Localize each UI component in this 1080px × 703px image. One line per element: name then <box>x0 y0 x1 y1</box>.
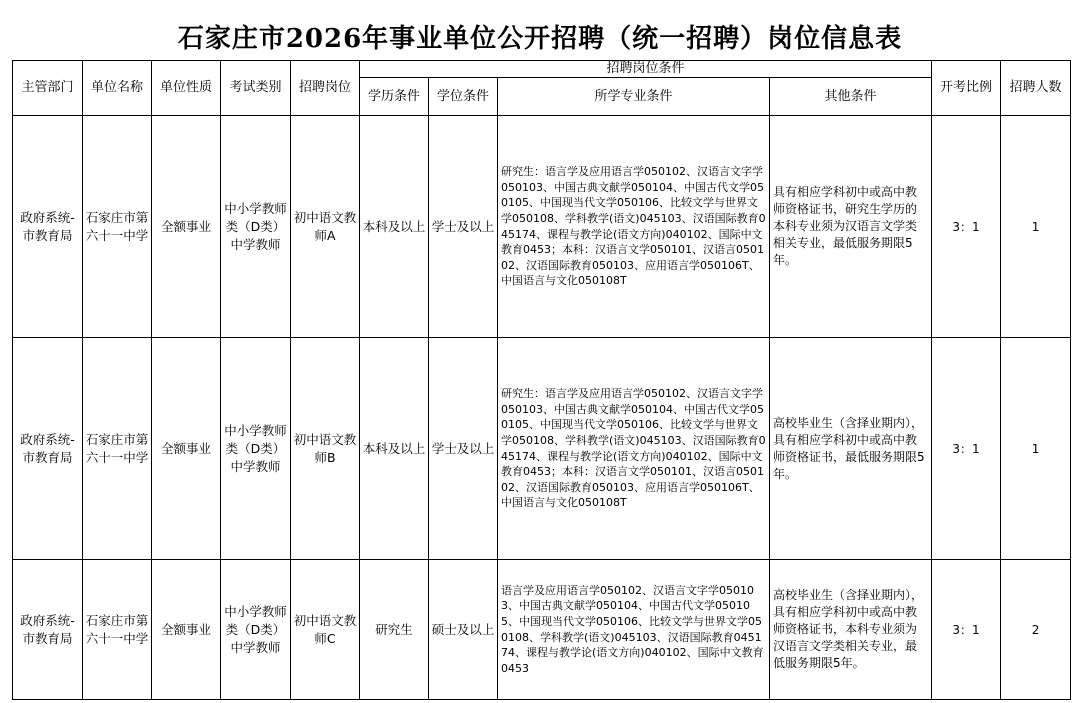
header-education: 学历条件 <box>360 78 429 116</box>
header-nature: 单位性质 <box>152 61 221 116</box>
cell-dept: 政府系统-市教育局 <box>13 116 83 338</box>
cell-dept: 政府系统-市教育局 <box>13 338 83 560</box>
header-exam-type: 考试类别 <box>221 61 291 116</box>
table-row <box>13 116 1071 338</box>
cell-other: 具有相应学科初中或高中教师资格证书，研究生学历的本科专业须为汉语言文学类相关专业，最低服务期限5年。 <box>770 116 932 338</box>
cell-ratio: 3：1 <box>932 338 1001 560</box>
cell-position: 初中语文教师C <box>291 560 360 700</box>
cell-other: 高校毕业生（含择业期内），具有相应学科初中或高中教师资格证书，本科专业须为汉语言文学类相关专业，最低服务期限5年。 <box>770 560 932 700</box>
cell-dept: 政府系统-市教育局 <box>13 560 83 700</box>
cell-unit: 石家庄市第六十一中学 <box>83 116 152 338</box>
cell-exam-type: 中小学教师类（D类）中学教师 <box>221 560 291 700</box>
cell-unit: 石家庄市第六十一中学 <box>83 338 152 560</box>
header-dept: 主管部门 <box>13 61 83 116</box>
header-unit: 单位名称 <box>83 61 152 116</box>
cell-exam-type: 中小学教师类（D类）中学教师 <box>221 338 291 560</box>
cell-degree: 学士及以上 <box>429 116 498 338</box>
cell-position: 初中语文教师B <box>291 338 360 560</box>
cell-count: 2 <box>1001 560 1071 700</box>
cell-major: 语言学及应用语言学050102、汉语言文字学050103、中国古典文献学050104、中国古代文学050105、中国现当代文学050106、比较文学与世界文学050108、学科教学(语文)045103、汉语国际教育045174、课程与教学论(语文方向)040102、国际中文教育0453 <box>498 560 770 700</box>
header-other: 其他条件 <box>770 78 932 116</box>
cell-exam-type: 中小学教师类（D类）中学教师 <box>221 116 291 338</box>
cell-position: 初中语文教师A <box>291 116 360 338</box>
table-row <box>13 560 1071 700</box>
cell-count: 1 <box>1001 338 1071 560</box>
header-conditions-group: 招聘岗位条件 <box>360 61 932 78</box>
cell-degree: 学士及以上 <box>429 338 498 560</box>
cell-nature: 全额事业 <box>152 560 221 700</box>
table-row <box>13 338 1071 560</box>
header-count: 招聘人数 <box>1001 61 1071 116</box>
header-major: 所学专业条件 <box>498 78 770 116</box>
cell-degree: 硕士及以上 <box>429 560 498 700</box>
cell-other: 高校毕业生（含择业期内），具有相应学科初中或高中教师资格证书，最低服务期限5年。 <box>770 338 932 560</box>
cell-major: 研究生：语言学及应用语言学050102、汉语言文字学050103、中国古典文献学050104、中国古代文学050105、中国现当代文学050106、比较文学与世界文学050108、学科教学(语文)045103、汉语国际教育045174、课程与教学论(语文方向)040102、国际中文教育0453；本科：汉语言文学050101、汉语言050102、汉语国际教育050103、应用语言学050106T、中国语言与文化050108T <box>498 116 770 338</box>
header-ratio: 开考比例 <box>932 61 1001 116</box>
cell-ratio: 3：1 <box>932 116 1001 338</box>
cell-education: 本科及以上 <box>360 338 429 560</box>
header-position: 招聘岗位 <box>291 61 360 116</box>
cell-major: 研究生：语言学及应用语言学050102、汉语言文字学050103、中国古典文献学050104、中国古代文学050105、中国现当代文学050106、比较文学与世界文学050108、学科教学(语文)045103、汉语国际教育045174、课程与教学论(语文方向)040102、国际中文教育0453；本科：汉语言文学050101、汉语言050102、汉语国际教育050103、应用语言学050106T、中国语言与文化050108T <box>498 338 770 560</box>
page-title: 石家庄市2026年事业单位公开招聘（统一招聘）岗位信息表 <box>177 24 903 54</box>
cell-nature: 全额事业 <box>152 116 221 338</box>
cell-nature: 全额事业 <box>152 338 221 560</box>
cell-unit: 石家庄市第六十一中学 <box>83 560 152 700</box>
header-degree: 学位条件 <box>429 78 498 116</box>
cell-ratio: 3：1 <box>932 560 1001 700</box>
cell-count: 1 <box>1001 116 1071 338</box>
position-table <box>12 60 1071 700</box>
cell-education: 研究生 <box>360 560 429 700</box>
cell-education: 本科及以上 <box>360 116 429 338</box>
